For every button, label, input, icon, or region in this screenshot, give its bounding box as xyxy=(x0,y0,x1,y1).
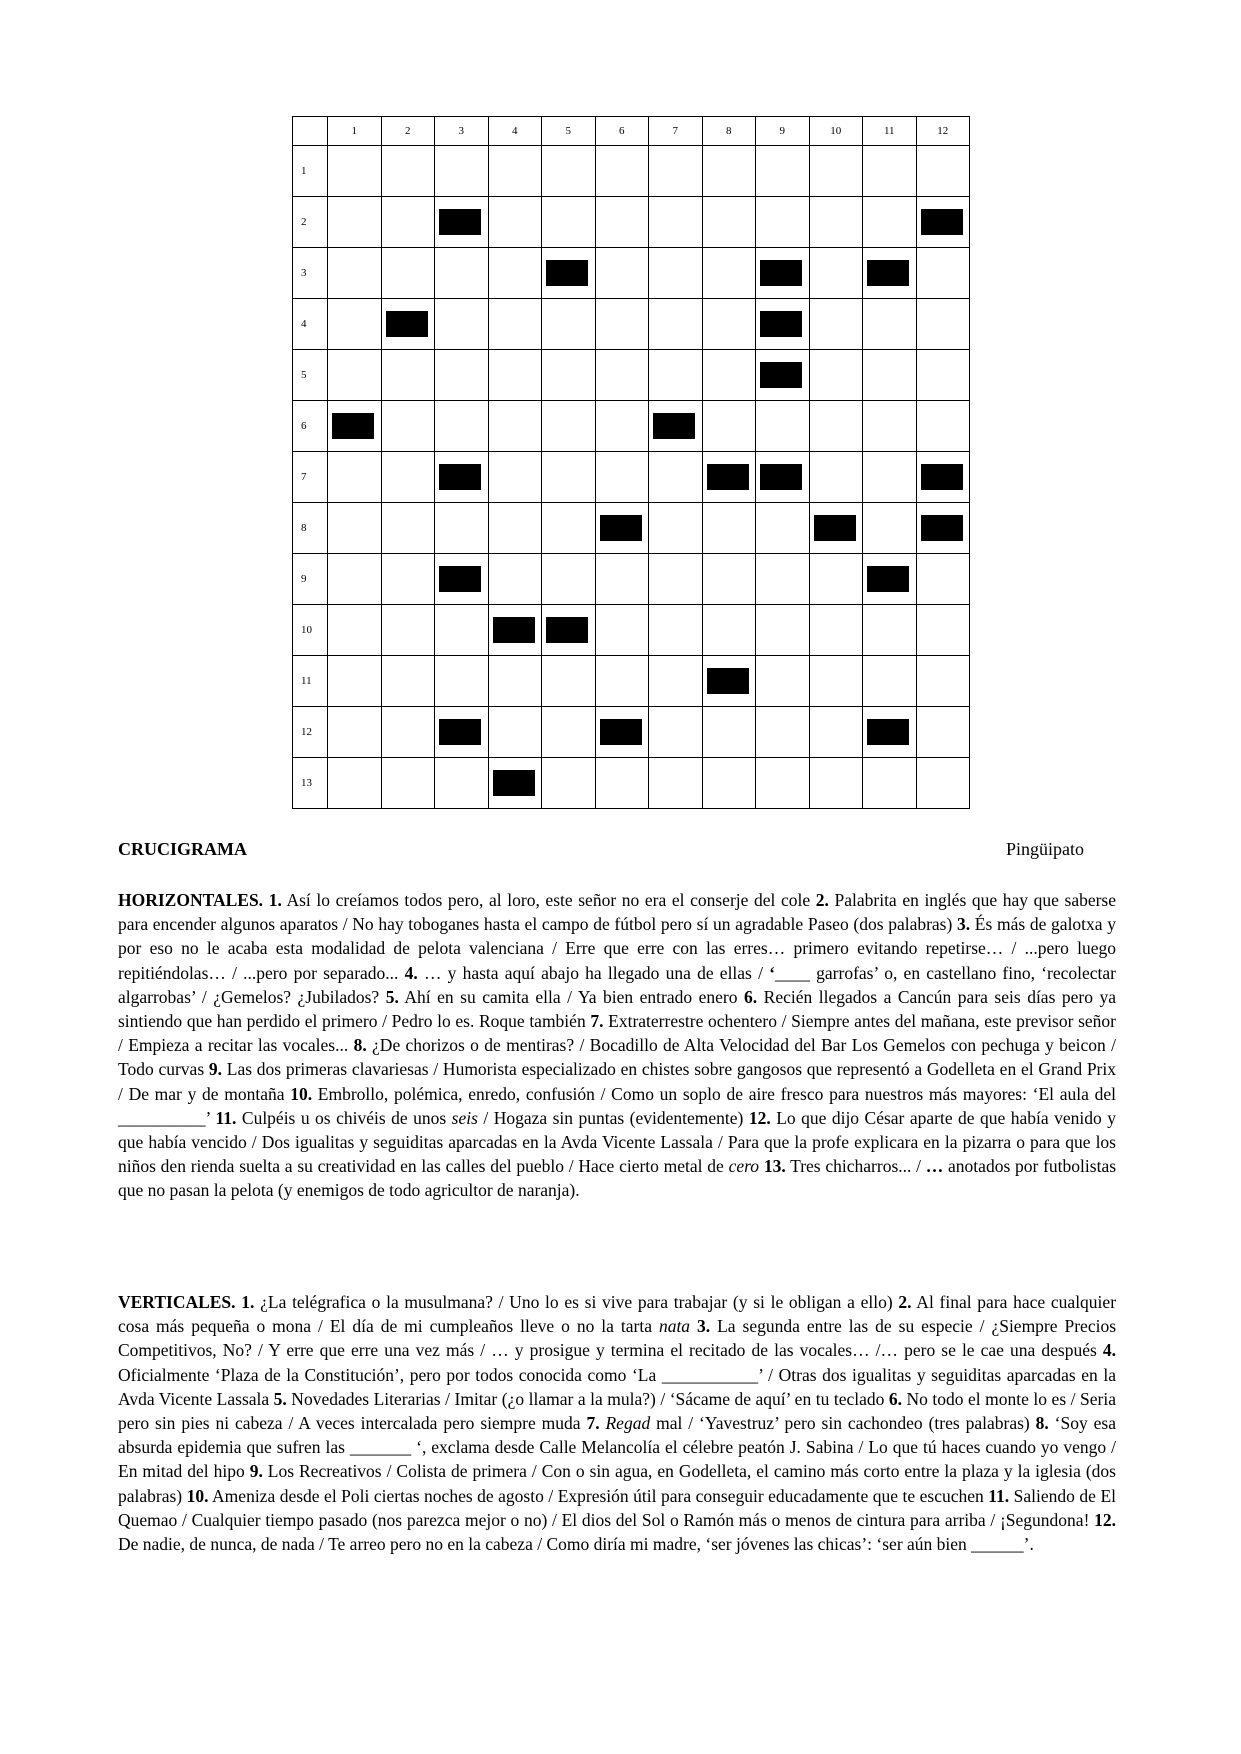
grid-cell[interactable] xyxy=(809,452,863,503)
black-cell xyxy=(756,299,810,350)
grid-cell[interactable] xyxy=(649,554,703,605)
clue-number: 4. xyxy=(404,962,418,983)
clue-text: Ahí en su camita ella / Ya bien entrado enero xyxy=(398,986,745,1007)
clue-text: ‘Soy esa absurda epidemia que sufren las _______ ‘, exclama desde Calle Melancolía el célebre peatón J. Sabina / Lo que tú haces cuando yo vengo / En mitad del hipo xyxy=(118,1413,1116,1482)
grid-cell[interactable] xyxy=(916,707,970,758)
grid-cell[interactable] xyxy=(702,503,756,554)
grid-cell[interactable] xyxy=(595,197,649,248)
grid-cell[interactable] xyxy=(916,350,970,401)
clue-text: Al final para hace cualquier cosa más pequeña o mona / El día de mi cumpleaños lleve o no la tarta xyxy=(118,1292,1117,1337)
grid-cell[interactable] xyxy=(649,758,703,809)
grid-cell[interactable] xyxy=(328,605,382,656)
black-cell xyxy=(328,401,382,452)
grid-cell[interactable] xyxy=(702,197,756,248)
grid-cell[interactable] xyxy=(381,197,435,248)
grid-cell[interactable] xyxy=(381,503,435,554)
column-number: 3 xyxy=(435,117,489,146)
clue-text xyxy=(690,1316,697,1336)
black-square xyxy=(814,515,856,541)
grid-cell[interactable] xyxy=(595,299,649,350)
grid-cell[interactable] xyxy=(595,554,649,605)
black-square xyxy=(546,260,588,286)
black-cell xyxy=(542,248,596,299)
black-cell xyxy=(435,554,489,605)
grid-cell[interactable] xyxy=(809,656,863,707)
clue-number: 11. xyxy=(988,1485,1010,1506)
clue-number: 6. xyxy=(744,986,758,1007)
clue-number: 8. xyxy=(353,1035,367,1056)
column-number: 12 xyxy=(916,117,970,146)
black-square xyxy=(439,566,481,592)
black-cell xyxy=(756,452,810,503)
black-square xyxy=(760,311,802,337)
clue-number: 10. xyxy=(290,1083,313,1104)
grid-cell[interactable] xyxy=(595,401,649,452)
black-cell xyxy=(435,197,489,248)
grid-cell[interactable] xyxy=(488,350,542,401)
grid-cell[interactable] xyxy=(863,146,917,197)
grid-cell[interactable] xyxy=(649,503,703,554)
black-square xyxy=(867,260,909,286)
black-cell xyxy=(702,656,756,707)
grid-cell[interactable] xyxy=(595,350,649,401)
column-number: 2 xyxy=(381,117,435,146)
black-square xyxy=(600,719,642,745)
grid-cell[interactable] xyxy=(328,656,382,707)
black-cell xyxy=(381,299,435,350)
column-number: 9 xyxy=(756,117,810,146)
black-cell xyxy=(702,452,756,503)
grid-cell[interactable] xyxy=(916,248,970,299)
crossword-grid xyxy=(292,116,970,809)
clue-text: anotados por futbolistas que no pasan la pelota (y enemigos de todo agricultor de naranja). xyxy=(118,1156,1117,1201)
black-square xyxy=(493,617,535,643)
grid-cell[interactable] xyxy=(435,146,489,197)
row-number: 3 xyxy=(293,248,328,299)
clue-text: Oficialmente ‘Plaza de la Constitución’, pero por todos conocida como ‘La ___________’ / Otras dos igualitas y seguiditas aparcadas en la Avda Vicente Lassala xyxy=(118,1364,1116,1409)
clue-number: 12. xyxy=(1094,1509,1116,1530)
grid-cell[interactable] xyxy=(435,605,489,656)
grid-cell[interactable] xyxy=(916,299,970,350)
clue-text: No todo el monte lo es / Seria pero sin pies ni cabeza / A veces intercalada pero siempre muda xyxy=(118,1388,1116,1434)
clue-text: Recién llegados a Cancún para seis días pero ya sintiendo que han perdido el primero / Pedro lo es. Roque también xyxy=(118,986,1117,1032)
clue-number: 6. xyxy=(888,1388,902,1409)
clue-number: 12. xyxy=(748,1107,771,1128)
grid-cell[interactable] xyxy=(809,758,863,809)
grid-cell[interactable] xyxy=(488,299,542,350)
grid-cell[interactable] xyxy=(756,707,810,758)
grid-cell[interactable] xyxy=(381,452,435,503)
row-number: 2 xyxy=(293,197,328,248)
black-square xyxy=(439,209,481,235)
row-number: 9 xyxy=(293,554,328,605)
grid-cell[interactable] xyxy=(649,605,703,656)
grid-cell[interactable] xyxy=(702,554,756,605)
grid-cell[interactable] xyxy=(542,401,596,452)
clue-number: 4. xyxy=(1102,1340,1116,1361)
grid-cell[interactable] xyxy=(809,350,863,401)
black-square xyxy=(546,617,588,643)
grid-cell[interactable] xyxy=(488,707,542,758)
row-number: 13 xyxy=(293,758,328,809)
grid-cell[interactable] xyxy=(488,146,542,197)
row-number: 11 xyxy=(293,656,328,707)
vertical-clue-text xyxy=(118,1292,1116,1554)
grid-cell[interactable] xyxy=(488,197,542,248)
clue-text: Los Recreativos / Colista de primera / Con o sin agua, en Godelleta, el camino más corto entre la plaza y la iglesia (dos palabras) xyxy=(118,1461,1116,1506)
black-square xyxy=(867,566,909,592)
clue-text: És más de galotxa y por eso no le acaba esta modalidad de pelota valenciana / Erre que erre con las erres… primero evitando repetirse… / ...pero luego repitiéndolas… / ...pero por separado... xyxy=(118,914,1116,983)
black-square xyxy=(439,719,481,745)
black-cell xyxy=(863,554,917,605)
clue-text: La segunda entre las de su especie / ¿Siempre Precios Competitivos, No? / Y erre que erre una vez más / … y prosigue y termina el recitado de las vocales… /… pero se le cae una después xyxy=(118,1316,1117,1361)
black-square xyxy=(386,311,428,337)
clue-text: ¿De chorizos o de mentiras? / Bocadillo de Alta Velocidad del Bar Los Gemelos con pechuga y beicon / Todo curvas xyxy=(118,1035,1116,1080)
grid-cell[interactable] xyxy=(435,656,489,707)
grid-cell[interactable] xyxy=(542,707,596,758)
clue-number: ‘ xyxy=(769,962,775,983)
clue-italic-word: Regad xyxy=(605,1413,651,1434)
grid-cell[interactable] xyxy=(488,656,542,707)
grid-cell[interactable] xyxy=(649,452,703,503)
grid-cell[interactable] xyxy=(542,452,596,503)
clue-number: 13. xyxy=(763,1156,786,1177)
grid-cell[interactable] xyxy=(649,707,703,758)
grid-cell[interactable] xyxy=(649,248,703,299)
row-number: 12 xyxy=(293,707,328,758)
grid-cell[interactable] xyxy=(381,758,435,809)
clue-text: Culpéis u os chivéis de unos xyxy=(236,1107,452,1128)
black-square xyxy=(760,260,802,286)
grid-cell[interactable] xyxy=(649,350,703,401)
grid-cell[interactable] xyxy=(381,605,435,656)
grid-cell[interactable] xyxy=(381,248,435,299)
column-number: 1 xyxy=(328,117,382,146)
grid-cell[interactable] xyxy=(328,503,382,554)
black-square xyxy=(600,515,642,541)
grid-cell[interactable] xyxy=(809,605,863,656)
clue-number: 7. xyxy=(586,1413,600,1434)
column-number: 4 xyxy=(488,117,542,146)
grid-cell[interactable] xyxy=(488,452,542,503)
row-number: 7 xyxy=(293,452,328,503)
grid-cell[interactable] xyxy=(809,554,863,605)
black-cell xyxy=(542,605,596,656)
clue-number: 1. xyxy=(241,1292,255,1312)
grid-cell[interactable] xyxy=(381,707,435,758)
grid-cell[interactable] xyxy=(649,656,703,707)
clue-italic-word: nata xyxy=(658,1316,691,1337)
horizontal-clues xyxy=(118,888,1116,1203)
grid-cell[interactable] xyxy=(702,248,756,299)
grid-cell[interactable] xyxy=(595,146,649,197)
grid-cell[interactable] xyxy=(863,503,917,554)
clue-text: Saliendo de El Quemao / Cualquier tiempo pasado (nos parezca mejor o no) / El dios del Sol o Ramón más o menos de cintura para arriba / ¡Segundona! xyxy=(118,1485,1116,1530)
black-square xyxy=(921,464,963,490)
grid-cell[interactable] xyxy=(649,197,703,248)
clue-text: Extraterrestre ochentero / Siempre antes del mañana, este previsor señor / Empieza a recitar las vocales... xyxy=(118,1011,1116,1056)
grid-cell[interactable] xyxy=(328,146,382,197)
clue-text: Tres chicharros... / xyxy=(785,1156,926,1177)
grid-cell[interactable] xyxy=(328,197,382,248)
black-cell xyxy=(916,503,970,554)
black-square xyxy=(332,413,374,439)
grid-cell[interactable] xyxy=(488,401,542,452)
grid-cell[interactable] xyxy=(756,146,810,197)
clue-text: / Hogaza sin puntas (evidentemente) xyxy=(477,1107,749,1128)
black-square xyxy=(707,464,749,490)
grid-cell[interactable] xyxy=(809,197,863,248)
grid-cell[interactable] xyxy=(435,503,489,554)
grid-cell[interactable] xyxy=(756,656,810,707)
clue-text: Así lo creíamos todos pero, al loro, este señor no era el conserje del cole xyxy=(281,890,816,910)
grid-cell[interactable] xyxy=(863,758,917,809)
black-square xyxy=(439,464,481,490)
grid-cell[interactable] xyxy=(863,299,917,350)
clue-text: Novedades Literarias / Imitar (¿o llamar a la mula?) / ‘Sácame de aquí’ en tu teclado xyxy=(286,1388,889,1409)
clue-text: Palabrita en inglés que hay que saberse para encender algunos aparatos / No hay toboganes hasta el campo de fútbol pero sí un agradable Paseo (dos palabras) xyxy=(118,890,1117,935)
clue-number: 2. xyxy=(815,890,829,910)
clue-number: 8. xyxy=(1035,1413,1049,1434)
grid-cell[interactable] xyxy=(863,350,917,401)
clue-italic-word: cero xyxy=(728,1156,760,1177)
grid-cell[interactable] xyxy=(381,146,435,197)
grid-cell[interactable] xyxy=(435,299,489,350)
clue-number: 7. xyxy=(590,1011,604,1032)
black-square xyxy=(760,464,802,490)
clue-italic-word: seis xyxy=(451,1107,478,1128)
grid-cell[interactable] xyxy=(809,707,863,758)
grid-cell[interactable] xyxy=(702,605,756,656)
grid-cell[interactable] xyxy=(756,554,810,605)
grid-cell[interactable] xyxy=(381,401,435,452)
black-square xyxy=(653,413,695,439)
title-row xyxy=(118,839,1084,860)
clue-number: 3. xyxy=(957,914,971,935)
black-cell xyxy=(435,707,489,758)
author-name: Pingüipato xyxy=(1005,839,1084,859)
clue-number: … xyxy=(925,1156,944,1177)
grid-cell[interactable] xyxy=(809,299,863,350)
clue-number: 11. xyxy=(215,1107,237,1128)
grid-cell[interactable] xyxy=(702,758,756,809)
grid-cell[interactable] xyxy=(756,401,810,452)
black-cell xyxy=(809,503,863,554)
grid-cell[interactable] xyxy=(435,248,489,299)
grid-cell[interactable] xyxy=(702,401,756,452)
grid-cell[interactable] xyxy=(916,605,970,656)
grid-cell[interactable] xyxy=(649,299,703,350)
grid-cell[interactable] xyxy=(542,350,596,401)
grid-cell[interactable] xyxy=(595,605,649,656)
black-cell xyxy=(649,401,703,452)
grid-cell[interactable] xyxy=(542,146,596,197)
column-number: 10 xyxy=(809,117,863,146)
grid-cell[interactable] xyxy=(595,758,649,809)
black-cell xyxy=(916,452,970,503)
grid-cell[interactable] xyxy=(916,656,970,707)
clue-number: 1. xyxy=(268,890,282,910)
grid-cell[interactable] xyxy=(702,707,756,758)
black-square xyxy=(921,209,963,235)
grid-cell[interactable] xyxy=(809,401,863,452)
grid-cell[interactable] xyxy=(863,197,917,248)
black-square xyxy=(707,668,749,694)
clue-number: 5. xyxy=(273,1388,287,1409)
grid-corner xyxy=(293,117,328,146)
row-number: 8 xyxy=(293,503,328,554)
clue-number: 2. xyxy=(898,1292,912,1312)
clue-text: mal / ‘Yavestruz’ pero sin cachondeo (tres palabras) xyxy=(650,1413,1036,1434)
grid-cell[interactable] xyxy=(863,656,917,707)
grid-cell[interactable] xyxy=(863,452,917,503)
black-cell xyxy=(916,197,970,248)
black-square xyxy=(921,515,963,541)
grid-cell[interactable] xyxy=(756,605,810,656)
black-cell xyxy=(595,707,649,758)
grid-cell[interactable] xyxy=(916,401,970,452)
grid-cell[interactable] xyxy=(756,503,810,554)
column-number: 8 xyxy=(702,117,756,146)
clue-text: ¿La telégrafica o la musulmana? / Uno lo es si vive para trabajar (y si le obligan a ello) xyxy=(254,1292,899,1312)
grid-cell[interactable] xyxy=(542,299,596,350)
grid-cell[interactable] xyxy=(328,707,382,758)
vertical-heading: VERTICALES. xyxy=(118,1292,236,1312)
grid-cell[interactable] xyxy=(542,197,596,248)
row-number: 5 xyxy=(293,350,328,401)
grid-cell[interactable] xyxy=(488,248,542,299)
clue-number: 5. xyxy=(385,986,399,1007)
grid-cell[interactable] xyxy=(863,401,917,452)
clue-number: 9. xyxy=(249,1461,263,1482)
grid-cell[interactable] xyxy=(542,656,596,707)
grid-cell[interactable] xyxy=(328,758,382,809)
grid-cell[interactable] xyxy=(328,350,382,401)
clue-text: Las dos primeras clavariesas / Humorista especializado en chistes sobre gangosos que representó a Godelleta en el Grand Prix / De mar y de montaña xyxy=(118,1059,1116,1104)
grid-cell[interactable] xyxy=(435,350,489,401)
clue-text: De nadie, de nunca, de nada / Te arreo pero no en la cabeza / Como diría mi madre, ‘ser jóvenes las chicas’: ‘ser aún bien ______’. xyxy=(118,1534,1034,1555)
row-number: 4 xyxy=(293,299,328,350)
row-number: 1 xyxy=(293,146,328,197)
black-cell xyxy=(756,248,810,299)
black-cell xyxy=(435,452,489,503)
grid-cell[interactable] xyxy=(328,248,382,299)
black-square xyxy=(493,770,535,796)
column-number: 5 xyxy=(542,117,596,146)
row-number: 6 xyxy=(293,401,328,452)
clue-number: 10. xyxy=(186,1485,209,1506)
column-number: 11 xyxy=(863,117,917,146)
grid-cell[interactable] xyxy=(595,248,649,299)
clue-number: 9. xyxy=(208,1059,223,1080)
grid-cell[interactable] xyxy=(863,605,917,656)
grid-cell[interactable] xyxy=(809,248,863,299)
grid-cell[interactable] xyxy=(756,197,810,248)
grid-cell[interactable] xyxy=(809,146,863,197)
page-title: CRUCIGRAMA xyxy=(118,839,247,859)
column-number: 6 xyxy=(595,117,649,146)
grid-cell[interactable] xyxy=(542,503,596,554)
black-cell xyxy=(488,758,542,809)
black-square xyxy=(867,719,909,745)
grid-cell[interactable] xyxy=(381,554,435,605)
grid-cell[interactable] xyxy=(542,758,596,809)
clue-text: … y hasta aquí abajo ha llegado una de ellas / xyxy=(417,962,770,983)
grid-cell[interactable] xyxy=(435,758,489,809)
black-square xyxy=(760,362,802,388)
grid-cell[interactable] xyxy=(702,350,756,401)
grid-cell[interactable] xyxy=(488,554,542,605)
vertical-clues xyxy=(118,1290,1116,1556)
grid-cell[interactable] xyxy=(702,146,756,197)
clue-text: Embrollo, polémica, enredo, confusión / Como un soplo de aire fresco para nuestros más mayores: ‘El aula del __________’ xyxy=(118,1083,1116,1128)
grid-cell[interactable] xyxy=(328,299,382,350)
grid-cell[interactable] xyxy=(702,299,756,350)
grid-cell[interactable] xyxy=(649,146,703,197)
black-cell xyxy=(595,503,649,554)
grid-cell[interactable] xyxy=(435,401,489,452)
grid-cell[interactable] xyxy=(916,146,970,197)
black-cell xyxy=(756,350,810,401)
grid-cell[interactable] xyxy=(328,554,382,605)
horizontal-heading: HORIZONTALES. xyxy=(118,890,264,910)
grid-cell[interactable] xyxy=(542,554,596,605)
grid-cell[interactable] xyxy=(328,452,382,503)
grid-cell[interactable] xyxy=(595,452,649,503)
clue-text: Ameniza desde el Poli ciertas noches de agosto / Expresión útil para conseguir educadamente que te escuchen xyxy=(208,1485,989,1506)
black-cell xyxy=(488,605,542,656)
grid-cell[interactable] xyxy=(595,656,649,707)
grid-cell[interactable] xyxy=(381,656,435,707)
grid-cell[interactable] xyxy=(916,554,970,605)
clue-text: ____ garrofas’ o, en castellano fino, ‘recolectar algarrobas’ / ¿Gemelos? ¿Jubilados? xyxy=(118,962,1116,1007)
grid-cell[interactable] xyxy=(756,758,810,809)
horizontal-clue-text xyxy=(118,890,1116,1200)
black-cell xyxy=(863,707,917,758)
column-number: 7 xyxy=(649,117,703,146)
grid-cell[interactable] xyxy=(488,503,542,554)
clue-number: 3. xyxy=(697,1316,711,1337)
grid-cell[interactable] xyxy=(916,758,970,809)
black-cell xyxy=(863,248,917,299)
row-number: 10 xyxy=(293,605,328,656)
grid-cell[interactable] xyxy=(381,350,435,401)
clue-text: Lo que dijo César aparte de que había venido y que había vencido / Dos igualitas y seguiditas aparcadas en la Avda Vicente Lassala / Para que la profe explicara en la pizarra o para que los niños den rienda suelta a su creatividad en las calles del pueblo / Hace cierto metal de xyxy=(118,1107,1116,1177)
